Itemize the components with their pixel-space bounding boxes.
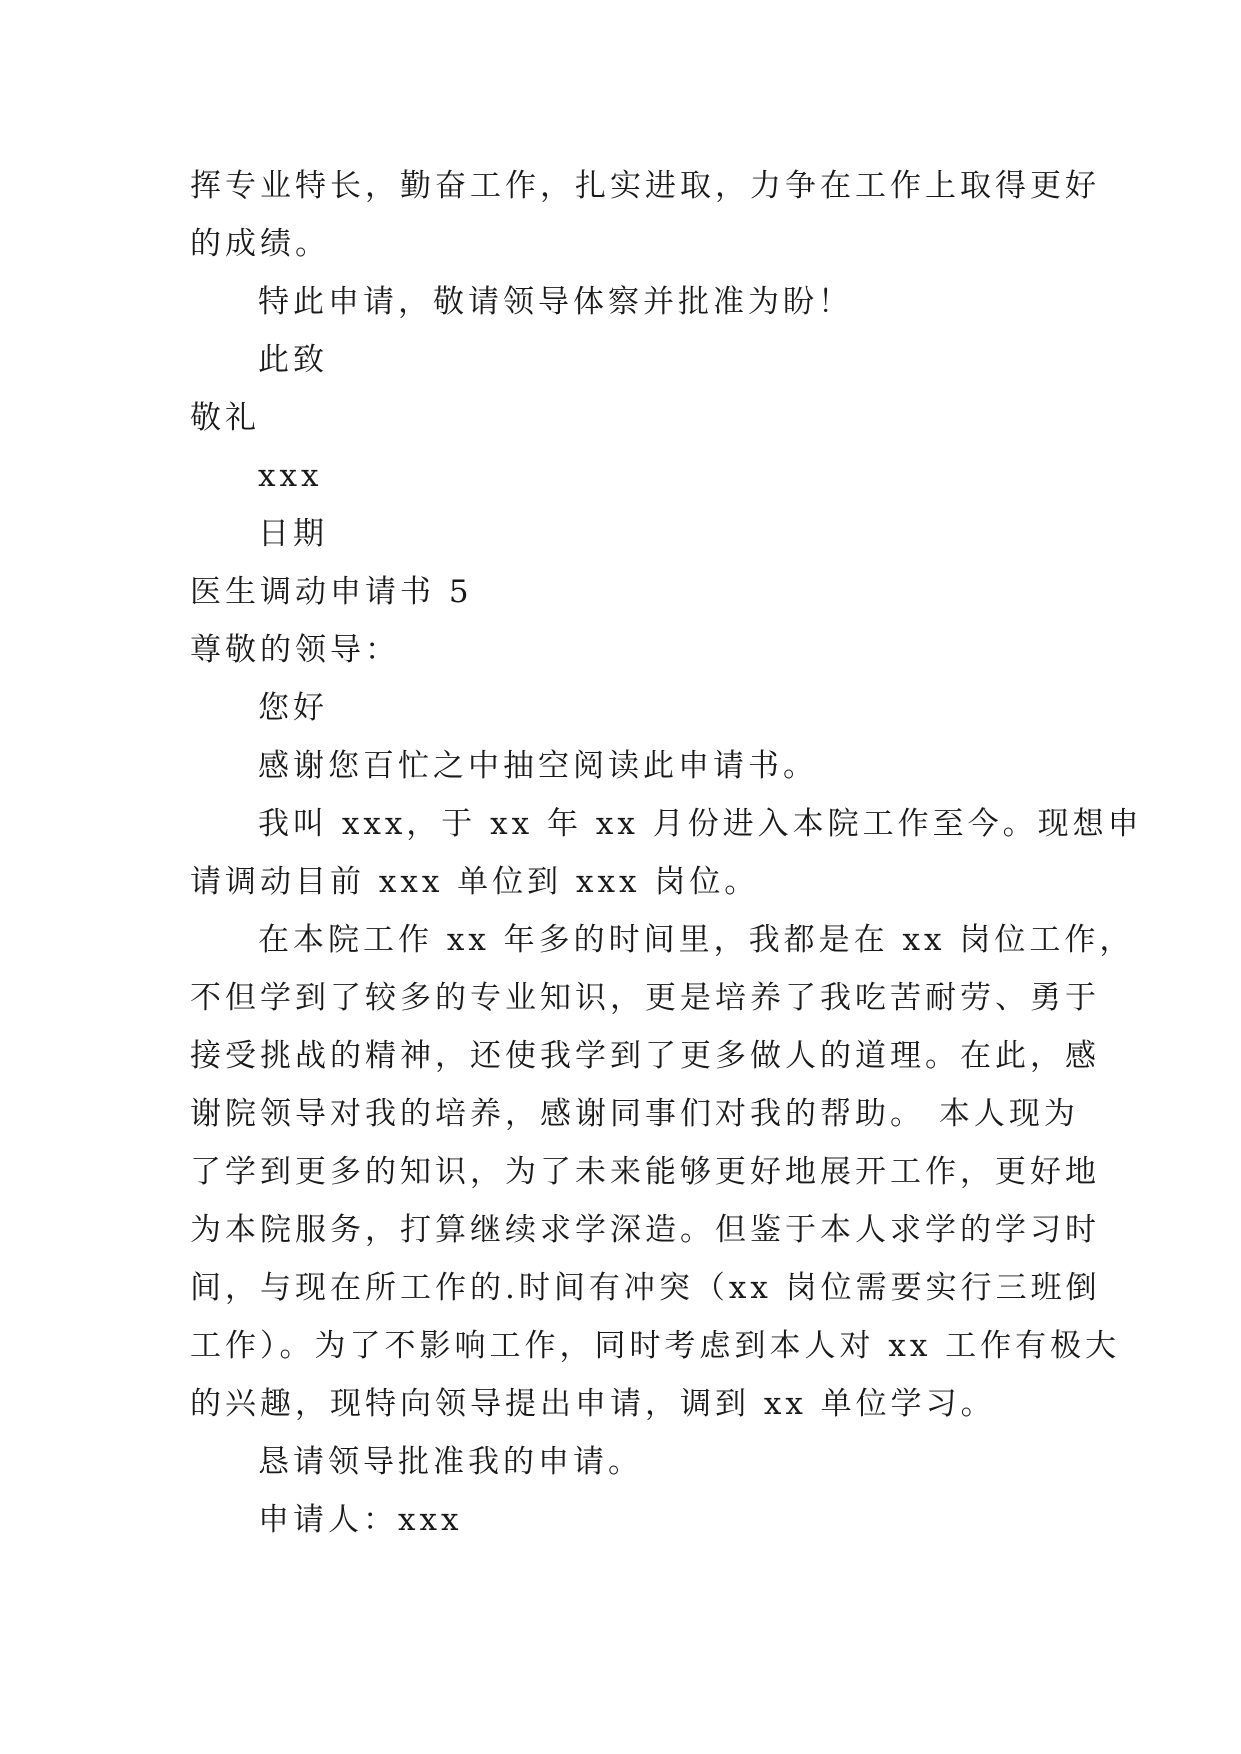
paragraph-line: 间，与现在所工作的.时间有冲突（xx 岗位需要实行三班倒 [190,1270,1101,1306]
paragraph-line: 工作）。为了不影响工作，同时考虑到本人对 xx 工作有极大 [190,1328,1121,1364]
paragraph-line: 在本院工作 xx 年多的时间里，我都是在 xx 岗位工作， [258,922,1135,958]
signature-name: xxx [258,458,323,494]
paragraph-line: 挥专业特长，勤奋工作，扎实进取，力争在工作上取得更好 [190,168,1100,204]
paragraph-line: 我叫 xxx，于 xx 年 xx 月份进入本院工作至今。现想申 [258,806,1143,842]
paragraph-line: 谢院领导对我的培养，感谢同事们对我的帮助。 本人现为 [190,1096,1079,1132]
greeting: 尊敬的领导： [190,632,400,668]
section-title: 医生调动申请书 5 [190,574,473,610]
paragraph-line: 接受挑战的精神，还使我学到了更多做人的道理。在此，感 [190,1038,1100,1074]
paragraph-line: 感谢您百忙之中抽空阅读此申请书。 [258,748,818,784]
paragraph-line: 不但学到了较多的专业知识，更是培养了我吃苦耐劳、勇于 [190,980,1100,1016]
closing-salutation: 此致 [258,342,328,378]
paragraph-line: 的成绩。 [190,226,330,262]
paragraph-line: 了学到更多的知识，为了未来能够更好地展开工作，更好地 [190,1154,1100,1190]
paragraph-line: 请调动目前 xxx 单位到 xxx 岗位。 [190,864,760,900]
paragraph-line: 的兴趣，现特向领导提出申请，调到 xx 单位学习。 [190,1386,996,1422]
applicant-signature: 申请人：xxx [258,1502,463,1538]
paragraph-line: 特此申请，敬请领导体察并批准为盼！ [258,284,853,320]
paragraph-line: 为本院服务，打算继续求学深造。但鉴于本人求学的学习时 [190,1212,1100,1248]
paragraph-line: 您好 [258,690,328,726]
closing-respect: 敬礼 [190,400,260,436]
signature-date: 日期 [258,516,328,552]
paragraph-line: 恳请领导批准我的申请。 [258,1444,643,1480]
